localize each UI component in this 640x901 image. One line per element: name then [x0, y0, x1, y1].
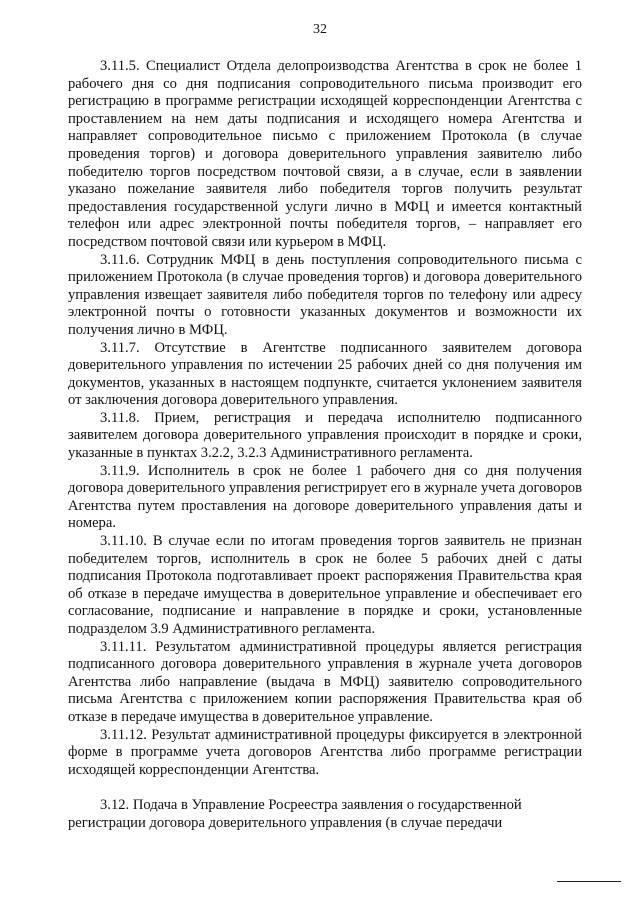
page-number: 32: [313, 22, 327, 37]
paragraph-3-11-9: 3.11.9. Исполнитель в срок не более 1 рабочего дня со дня получения договора доверительного управления регистрирует его в журнале учета договоров Агентства путем проставления на договоре доверительного управления даты и номера.: [68, 462, 582, 532]
section-heading-3-12: 3.12. Подача в Управление Росреестра заявления о государственной регистрации договора доверительного управления (в случае передачи: [68, 797, 522, 831]
document-body: [68, 58, 582, 833]
paragraph-3-11-8: 3.11.8. Прием, регистрация и передача исполнителю подписанного заявителем договора доверительного управления происходит в порядке и сроки, указанные в пунктах 3.2.2, 3.2.3 Административного регламента.: [68, 409, 582, 462]
paragraph-3-11-6: 3.11.6. Сотрудник МФЦ в день поступления сопроводительного письма с приложением Протокола (в случае проведения торгов) и договора доверительного управления извещает заявителя либо победителя торгов по телефону или адресу электронной почты о готовности указанных документов и возможности их получения лично в МФЦ.: [68, 251, 582, 338]
footer-rule: [557, 881, 621, 882]
paragraph-3-11-7: 3.11.7. Отсутствие в Агентстве подписанного заявителем договора доверительного управления по истечении 25 рабочих дней со дня получения им документов, указанных в настоящем подпункте, считается уклонением заявителя от заключения договора доверительного управления.: [68, 339, 582, 409]
paragraph-3-11-5: 3.11.5. Специалист Отдела делопроизводства Агентства в срок не более 1 рабочего дня со дня подписания сопроводительного письма производит его регистрацию в программе регистрации исходящей корреспонденции Агентства с проставлением на нем даты подписания и исходящего номера Агентства и направляет сопроводительное письмо с приложением Протокола (в случае проведения торгов) и договора доверительного управления заявителю либо победителю торгов посредством почтовой связи, а в случае, если в заявлении указано пожелание заявителя либо победителя торгов получить результат предоставления государственной услуги лично в МФЦ и имеется контактный телефон или адрес электронной почты победителя торгов, – направляет его посредством почтовой связи или курьером в МФЦ.: [68, 58, 582, 250]
paragraph-3-11-11: 3.11.11. Результатом административной процедуры является регистрация подписанного договора доверительного управления в журнале учета договоров Агентства либо направление (выдача в МФЦ) заявителю сопроводительного письма Агентства с приложением копии распоряжения Правительства края об отказе в передаче имущества в доверительное управление.: [68, 638, 582, 725]
paragraph-3-11-12: 3.11.12. Результат административной процедуры фиксируется в электронной форме в программе учета договоров Агентства либо программе регистрации исходящей корреспонденции Агентства.: [68, 726, 582, 778]
paragraph-3-11-10: 3.11.10. В случае если по итогам проведения торгов заявитель не признан победителем торгов, исполнитель в срок не более 5 рабочих дней с даты подписания Протокола подготавливает проект распоряжения Правительства края об отказе в передаче имущества в доверительное управление и обеспечивает его согласование, подписание и направление в порядке и сроки, установленные подразделом 3.9 Административного регламента.: [68, 533, 582, 637]
